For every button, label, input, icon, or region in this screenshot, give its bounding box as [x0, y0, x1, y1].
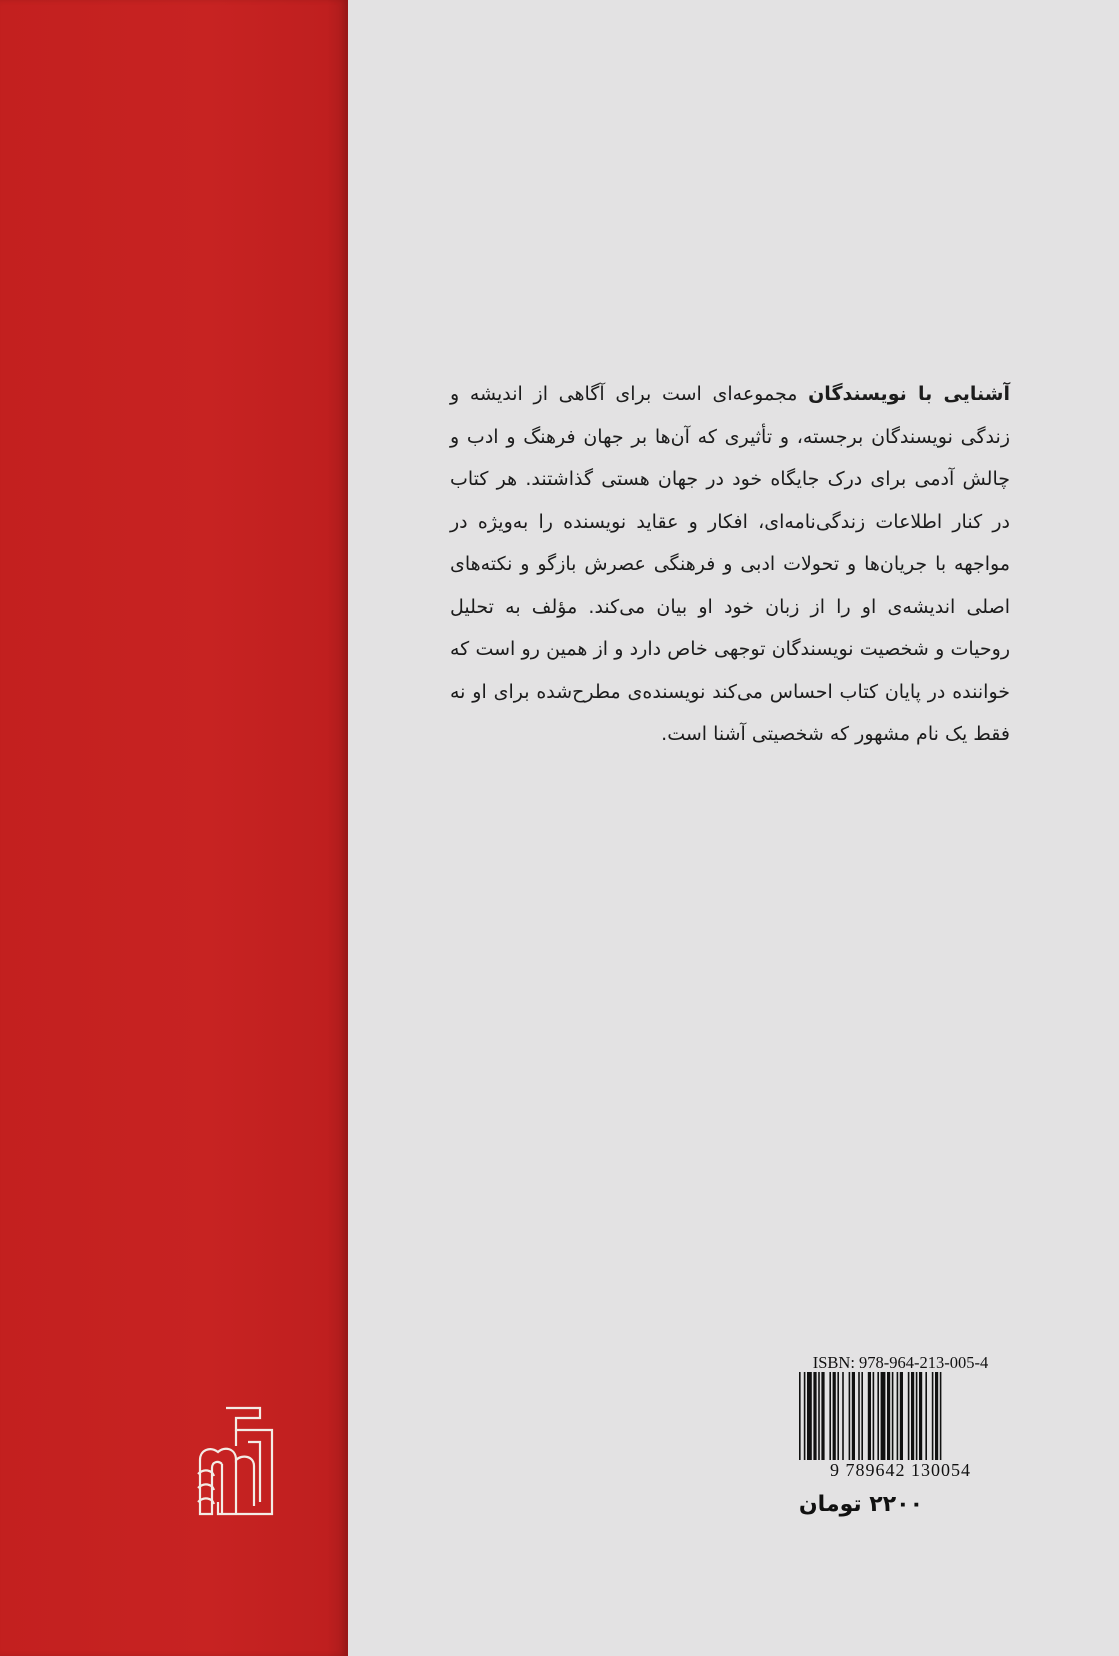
description-text [450, 373, 1010, 756]
red-side-panel [0, 0, 348, 1656]
isbn-barcode [793, 1354, 1008, 1479]
description-body: مجموعه‌ای است برای آگاهی از اندیشه و زندگی نویسندگان برجسته، و تأثیری که آن‌ها بر جهان فرهنگ و ادب و چالش آدمی برای درک جایگاه خود در جهان هستی گذاشتند. هر کتاب در کنار اطلاعات زندگی‌نامه‌ای، افکار و عقاید نویسنده را به‌ویژه در مواجهه با جریان‌ها و تحولات ادبی و فرهنگی عصرش بازگو و نکته‌های اصلی اندیشه‌ی او را از زبان خود او بیان می‌کند. مؤلف به تحلیل روحیات و شخصیت نویسندگان توجهی خاص دارد و از همین رو است که خواننده در پایان کتاب احساس می‌کند نویسنده‌ی مطرح‌شده برای او نه فقط یک نام مشهور که شخصیتی آشنا است. [450, 383, 1010, 745]
barcode-bars [793, 1366, 1008, 1464]
price-label: ۲۲۰۰ تومان [798, 1492, 923, 1517]
description-lead: آشنایی با نویسندگان [808, 383, 1010, 405]
publisher-logo-icon [196, 1406, 276, 1518]
barcode-digits: 9 789642 130054 [793, 1460, 1008, 1480]
isbn-label: ISBN: 978-964-213-005-4 [793, 1354, 1008, 1372]
